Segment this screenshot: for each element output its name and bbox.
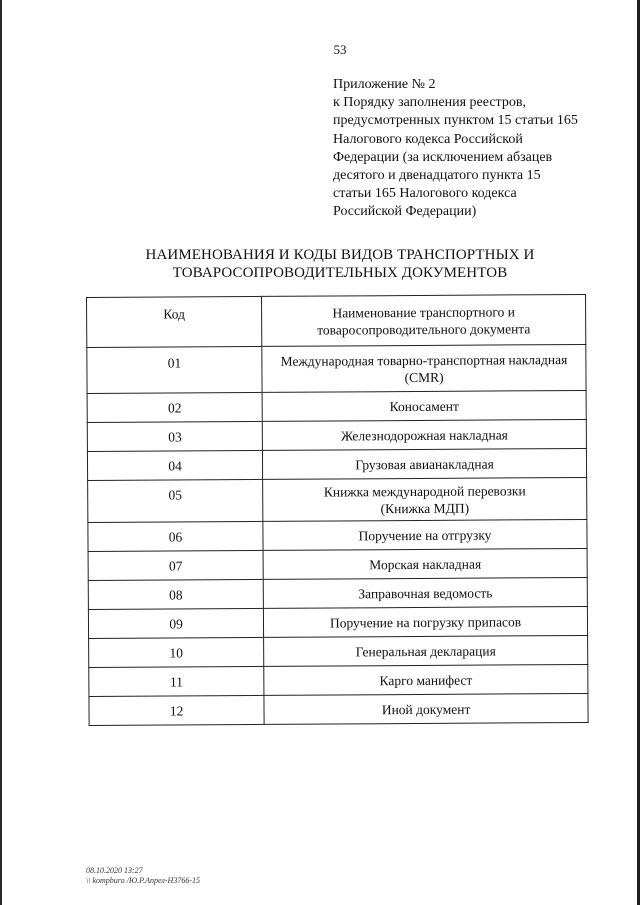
table-row [87, 419, 586, 451]
footer-timestamp: 08.10.2020 13:27 [86, 866, 143, 875]
table-row [88, 606, 587, 638]
code-cell [87, 392, 262, 422]
name-cell [263, 577, 587, 608]
appendix-line: Приложение № 2 [333, 77, 436, 92]
code-cell [87, 421, 262, 451]
code-value: 02 [167, 399, 182, 416]
code-value: 03 [168, 428, 182, 445]
code-cell [89, 666, 264, 696]
document-title-line: ТОВАРОСОПРОВОДИТЕЛЬНЫХ ДОКУМЕНТОВ [172, 265, 508, 281]
code-value: 11 [169, 673, 183, 689]
appendix-line: Федерации (за исключением абзацев [333, 149, 553, 165]
appendix-line: к Порядку заполнения реестров, [333, 95, 526, 111]
code-value: 12 [169, 702, 184, 718]
name-cell [262, 344, 586, 392]
code-cell [88, 521, 263, 551]
code-cell [88, 608, 263, 638]
table-row [88, 577, 587, 609]
page-number: 53 [333, 42, 347, 57]
name-cell [264, 635, 588, 666]
document-title [80, 246, 600, 282]
name-line: Грузовая авианакладная [355, 456, 494, 472]
name-cell [264, 606, 588, 637]
name-line: Железнодорожная накладная [340, 426, 508, 443]
name-cell [264, 693, 588, 724]
document-codes-table [86, 294, 589, 726]
code-value: 06 [168, 528, 183, 544]
column-header-code [87, 296, 262, 347]
column-header-name [262, 294, 586, 346]
code-value: 10 [169, 644, 184, 660]
column-header-name-line: товаросопроводительного документа [317, 320, 531, 338]
table-row [87, 390, 586, 422]
name-line: Поручение на погрузку припасов [329, 613, 522, 631]
code-value: 07 [168, 557, 183, 573]
code-value: 04 [168, 457, 182, 473]
code-value: 01 [167, 355, 182, 371]
code-cell [89, 637, 264, 667]
table-row [87, 344, 586, 393]
code-cell [88, 550, 263, 580]
name-cell [263, 448, 587, 479]
code-cell [88, 479, 263, 522]
name-line: Морская накладная [369, 556, 482, 572]
name-line: Коносамент [389, 398, 459, 414]
column-header-name-line: Наименование транспортного и [332, 303, 515, 320]
name-line: Книжка международной перевозки [323, 482, 526, 500]
name-line: (Книжка МДП) [380, 500, 470, 516]
name-line: Карго манифест [379, 672, 473, 688]
appendix-line: Российской Федерации) [333, 204, 477, 220]
name-cell [262, 419, 586, 450]
table-header-row [87, 294, 586, 347]
table-row [89, 693, 588, 725]
table-row [89, 664, 588, 696]
name-line: Иной документ [381, 701, 471, 717]
code-cell [87, 346, 262, 393]
name-cell [262, 390, 586, 421]
code-cell [89, 695, 264, 725]
table-row [87, 448, 586, 480]
column-header-code-label: Код [163, 306, 185, 322]
footer-file-path: \\ kompburo /Ю.Р.Апрел-Н3766-15 [86, 876, 200, 885]
table-row [88, 477, 587, 522]
name-line: Заправочная ведомость [358, 585, 493, 601]
name-cell [263, 477, 587, 521]
scan-edge-left [0, 0, 2, 905]
appendix-line: Налогового кодекса Российской [333, 131, 523, 147]
code-value: 09 [169, 615, 183, 631]
appendix-line: десятого и двенадцатого пункта 15 [333, 168, 541, 184]
print-footer [86, 866, 200, 886]
table-row [89, 635, 588, 667]
document-title-line: НАИМЕНОВАНИЯ И КОДЫ ВИДОВ ТРАНСПОРТНЫХ И [145, 247, 535, 263]
name-cell [264, 664, 588, 695]
name-cell [263, 548, 587, 579]
name-line: Генеральная декларация [355, 643, 496, 659]
code-cell [88, 579, 263, 609]
name-line: Международная товарно-транспортная накладная [280, 351, 568, 369]
table-row [88, 548, 587, 580]
name-cell [263, 519, 587, 550]
code-cell [87, 450, 262, 480]
name-line: (CMR) [404, 369, 444, 385]
appendix-block [333, 76, 613, 222]
table-row [88, 519, 587, 551]
name-line: Поручение на отгрузку [358, 527, 492, 543]
code-value: 05 [168, 487, 183, 503]
appendix-line: предусмотренных пунктом 15 статьи 165 [333, 113, 578, 129]
code-value: 08 [169, 586, 183, 602]
appendix-line: статьи 165 Налогового кодекса [333, 186, 517, 202]
